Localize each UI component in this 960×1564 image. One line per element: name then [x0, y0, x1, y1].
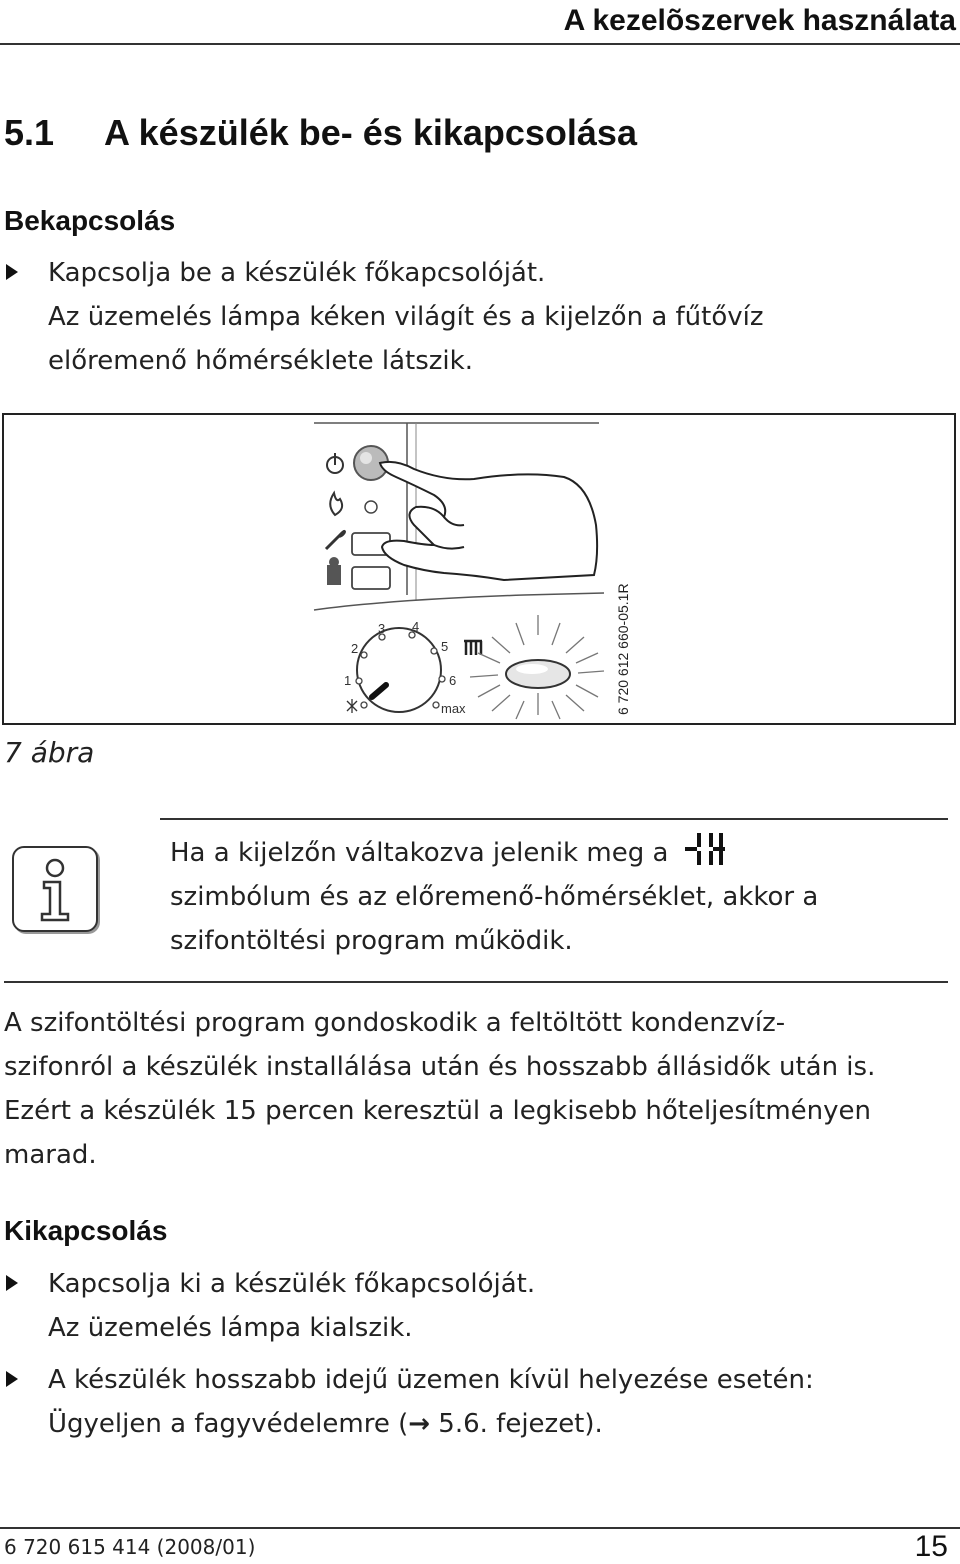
section-number: 5.1	[4, 112, 55, 153]
document-code: 6 720 615 414 (2008/01)	[4, 1535, 256, 1559]
switch-off-result: Az üzemelés lámpa kialszik.	[48, 1313, 413, 1343]
figure-caption: 7 ábra	[4, 736, 95, 769]
dial-label-max: max	[441, 701, 466, 716]
note-text-line1: Ha a kijelzőn váltakozva jelenik meg a	[170, 838, 669, 868]
note-line3: szifontöltési program működik.	[170, 926, 573, 956]
switch-on-heading: Bekapcsolás	[4, 205, 176, 236]
wrench-icon	[326, 531, 345, 549]
dial-label-3: 3	[378, 621, 386, 636]
dial-label-1: 1	[344, 673, 352, 688]
header-rule	[0, 43, 960, 45]
paragraph-line4: marad.	[4, 1140, 97, 1170]
note-top-rule	[160, 818, 948, 820]
flame-icon	[330, 493, 342, 515]
note-bottom-rule	[4, 981, 948, 983]
triangle-bullet-icon	[6, 1371, 18, 1387]
temperature-dial[interactable]	[357, 628, 441, 712]
triangle-bullet-icon	[6, 264, 18, 280]
note-line2: szimbólum és az előremenő-hőmérséklet, akkor a	[170, 882, 819, 912]
snowflake-icon	[347, 699, 357, 713]
figure-code: 6 720 612 660-05.1R	[615, 583, 631, 715]
control-panel-illustration	[4, 415, 954, 723]
frost-protection-line	[48, 1402, 603, 1446]
chapter-reference[interactable]: 5.6. fejezet).	[430, 1409, 603, 1439]
figure-7	[2, 413, 956, 725]
info-icon	[12, 846, 98, 932]
dial-label-6: 6	[449, 673, 457, 688]
switch-off-step1: Kapcsolja ki a készülék főkapcsolóját.	[48, 1269, 536, 1299]
arrow-right-icon: →	[408, 1409, 431, 1439]
info-glyph	[14, 848, 96, 930]
chimney-sweep-button[interactable]	[352, 567, 390, 589]
switch-off-step2: A készülék hosszabb idejű üzemen kívül helyezése esetén:	[48, 1365, 814, 1395]
page-number: 15	[914, 1530, 948, 1563]
switch-on-step: Kapcsolja be a készülék főkapcsolóját.	[48, 258, 546, 288]
note-line1	[170, 831, 727, 875]
paragraph-line2: szifonról a készülék installálása után és hosszabb állásidők után is.	[4, 1052, 876, 1082]
frost-text-prefix: Ügyeljen a fagyvédelemre (	[48, 1409, 409, 1439]
dial-label-4: 4	[412, 619, 420, 634]
switch-on-result-line2: előremenő hőmérséklete látszik.	[48, 346, 473, 376]
siphon-fill-symbol-icon	[683, 831, 727, 869]
triangle-bullet-icon	[6, 1275, 18, 1291]
operation-lamp	[470, 615, 604, 719]
chimney-sweep-icon	[327, 557, 341, 585]
dial-label-5: 5	[441, 639, 449, 654]
switch-on-result-line1: Az üzemelés lámpa kéken világít és a kijelzőn a fűtővíz	[48, 302, 764, 332]
power-icon	[327, 453, 343, 473]
dial-label-2: 2	[351, 641, 359, 656]
paragraph-line1: A szifontöltési program gondoskodik a feltöltött kondenzvíz-	[4, 1008, 786, 1038]
footer-rule	[0, 1527, 960, 1529]
burner-lamp	[365, 501, 377, 513]
running-header: A kezelõszervek használata	[563, 4, 956, 37]
switch-off-heading: Kikapcsolás	[4, 1215, 168, 1246]
hand-illustration	[380, 462, 597, 580]
section-title: A készülék be- és kikapcsolása	[104, 112, 637, 153]
paragraph-line3: Ezért a készülék 15 percen keresztül a legkisebb hőteljesítményen	[4, 1096, 872, 1126]
section-heading	[4, 112, 637, 154]
